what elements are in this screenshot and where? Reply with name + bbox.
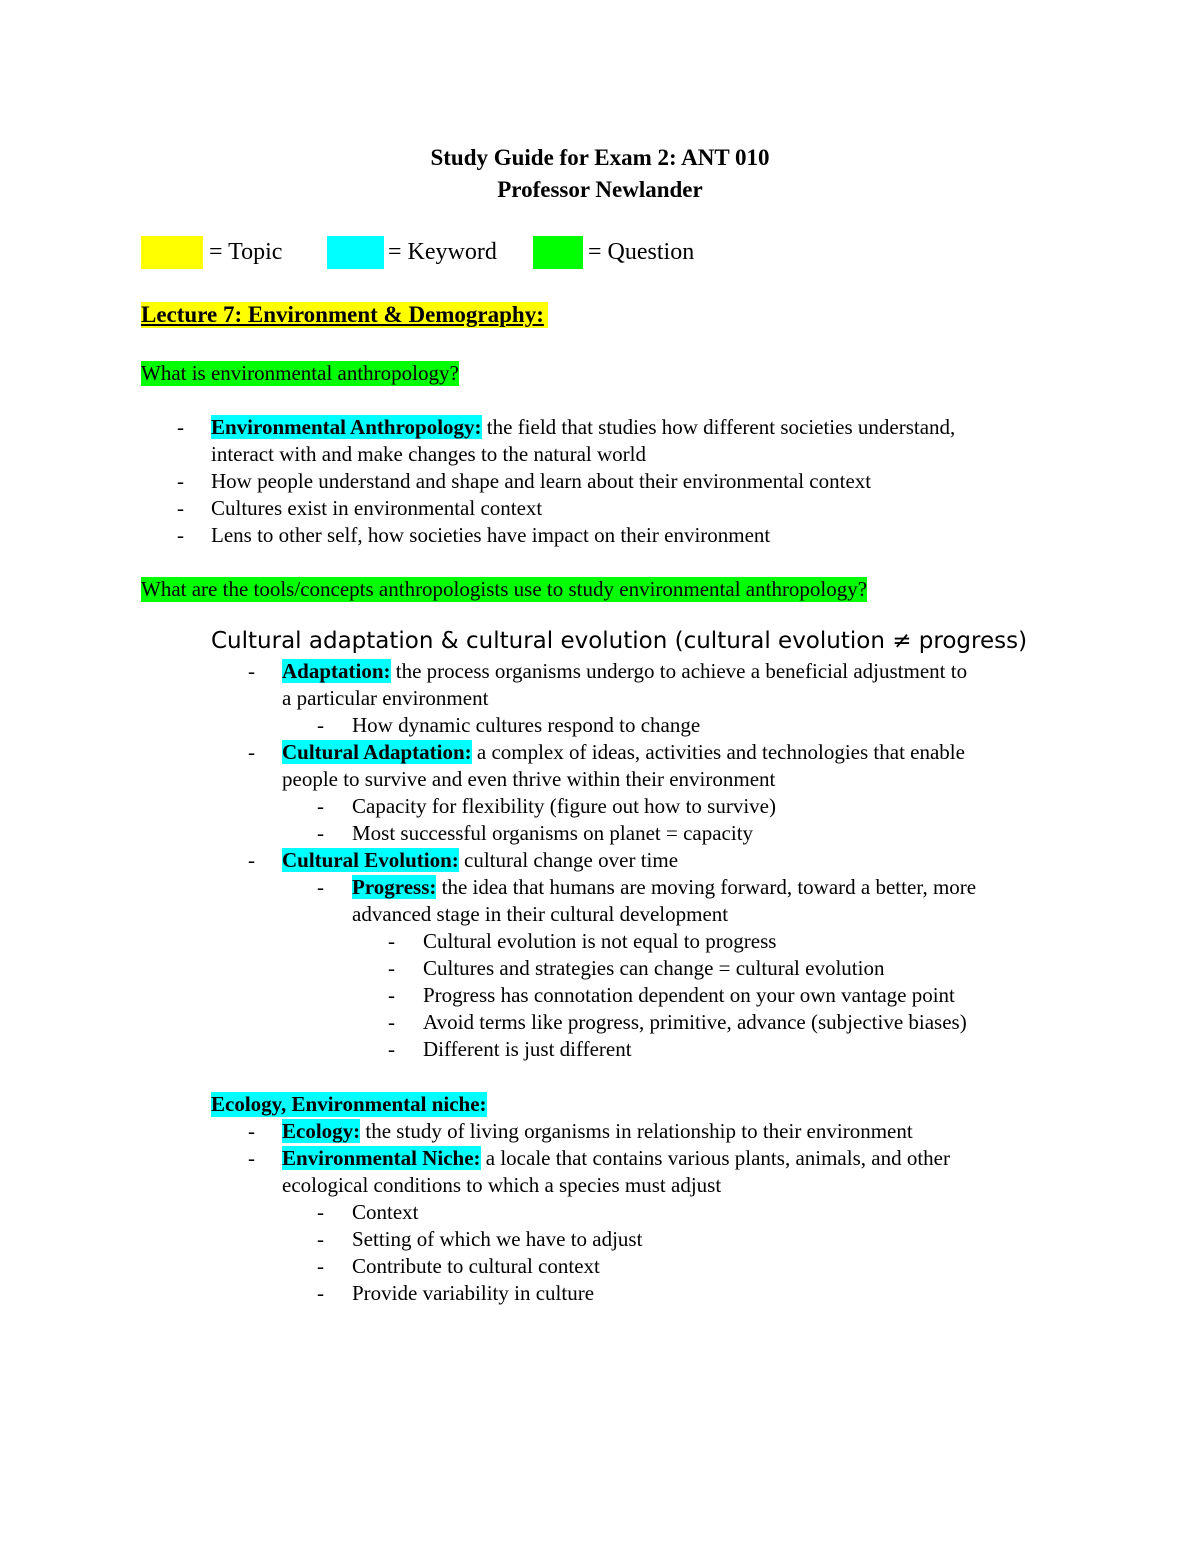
keyword-legend-label: = Keyword — [388, 239, 497, 265]
bullet-dash: - — [177, 496, 184, 520]
list-item-continuation: advanced stage in their cultural development — [352, 902, 729, 926]
list-item-continuation: interact with and make changes to the natural world — [211, 442, 647, 466]
list-item — [282, 659, 967, 684]
definition: the study of living organisms in relationship to their environment — [360, 1119, 913, 1143]
keyword: Cultural Evolution: — [282, 848, 459, 872]
bullet-dash: - — [177, 415, 184, 439]
bullet-dash: - — [388, 1010, 395, 1034]
bullet-dash: - — [248, 1119, 255, 1143]
definition: a complex of ideas, activities and technologies that enable — [471, 740, 965, 764]
definition: cultural change over time — [458, 848, 679, 872]
keyword: Ecology: — [282, 1119, 361, 1143]
topic-swatch — [141, 236, 203, 269]
bullet-dash: - — [248, 1146, 255, 1170]
bullet-dash: - — [248, 848, 255, 872]
subheading-cultural-adaptation: Cultural adaptation & cultural evolution (cultural evolution ≠ progress) — [211, 628, 1028, 654]
bullet-dash: - — [388, 983, 395, 1007]
keyword: Adaptation: — [282, 659, 391, 683]
bullet-dash: - — [317, 821, 324, 845]
bullet-dash: - — [388, 1037, 395, 1061]
list-item: How people understand and shape and learn about their environmental context — [211, 469, 872, 493]
bullet-dash: - — [317, 875, 324, 899]
list-item: How dynamic cultures respond to change — [352, 713, 701, 737]
list-item: Cultures and strategies can change = cultural evolution — [423, 956, 885, 980]
keyword-heading-ecology: Ecology, Environmental niche: — [211, 1092, 487, 1116]
topic-legend-label: = Topic — [209, 239, 283, 265]
list-item: Setting of which we have to adjust — [352, 1227, 643, 1251]
list-item: Progress has connotation dependent on your own vantage point — [423, 983, 955, 1007]
list-item: Context — [352, 1200, 419, 1224]
bullet-dash: - — [248, 659, 255, 683]
bullet-dash: - — [317, 1281, 324, 1305]
list-item: Avoid terms like progress, primitive, advance (subjective biases) — [423, 1010, 967, 1034]
list-item-continuation: ecological conditions to which a species must adjust — [282, 1173, 722, 1197]
list-item — [282, 740, 965, 765]
bullet-dash: - — [317, 713, 324, 737]
question-environmental-anthropology: What is environmental anthropology? — [141, 361, 459, 385]
bullet-dash: - — [317, 1200, 324, 1224]
list-item — [282, 1119, 913, 1144]
definition: the field that studies how different societies understand, — [481, 415, 956, 439]
page-subtitle: Professor Newlander — [497, 177, 703, 202]
list-item — [352, 875, 976, 900]
keyword: Environmental Niche: — [282, 1146, 481, 1170]
list-item — [211, 415, 955, 440]
list-item: Different is just different — [423, 1037, 632, 1061]
keyword: Cultural Adaptation: — [282, 740, 472, 764]
question-swatch — [533, 236, 583, 269]
question-legend-label: = Question — [588, 239, 695, 265]
definition: the process organisms undergo to achieve a beneficial adjustment to — [390, 659, 968, 683]
list-item: Cultural evolution is not equal to progress — [423, 929, 777, 953]
list-item: Most successful organisms on planet = capacity — [352, 821, 754, 845]
bullet-dash: - — [317, 1254, 324, 1278]
list-item: Capacity for flexibility (figure out how to survive) — [352, 794, 776, 818]
list-item — [282, 1146, 950, 1171]
question-tools-concepts: What are the tools/concepts anthropologists use to study environmental anthropology? — [141, 577, 868, 601]
bullet-dash: - — [388, 956, 395, 980]
bullet-dash: - — [248, 740, 255, 764]
list-item: Contribute to cultural context — [352, 1254, 600, 1278]
bullet-dash: - — [317, 1227, 324, 1251]
bullet-dash: - — [177, 469, 184, 493]
keyword-swatch — [327, 236, 384, 269]
list-item: Provide variability in culture — [352, 1281, 595, 1305]
bullet-dash: - — [317, 794, 324, 818]
bullet-dash: - — [177, 523, 184, 547]
definition: the idea that humans are moving forward, toward a better, more — [436, 875, 977, 899]
list-item — [282, 848, 678, 873]
definition: a locale that contains various plants, animals, and other — [480, 1146, 950, 1170]
list-item: Cultures exist in environmental context — [211, 496, 543, 520]
list-item: Lens to other self, how societies have impact on their environment — [211, 523, 771, 547]
page-title: Study Guide for Exam 2: ANT 010 — [430, 145, 770, 170]
bullet-dash: - — [388, 929, 395, 953]
keyword: Progress: — [352, 875, 437, 899]
lecture-heading: Lecture 7: Environment & Demography: — [141, 302, 548, 328]
list-item-continuation: a particular environment — [282, 686, 489, 710]
keyword: Environmental Anthropology: — [211, 415, 482, 439]
list-item-continuation: people to survive and even thrive within their environment — [282, 767, 776, 791]
